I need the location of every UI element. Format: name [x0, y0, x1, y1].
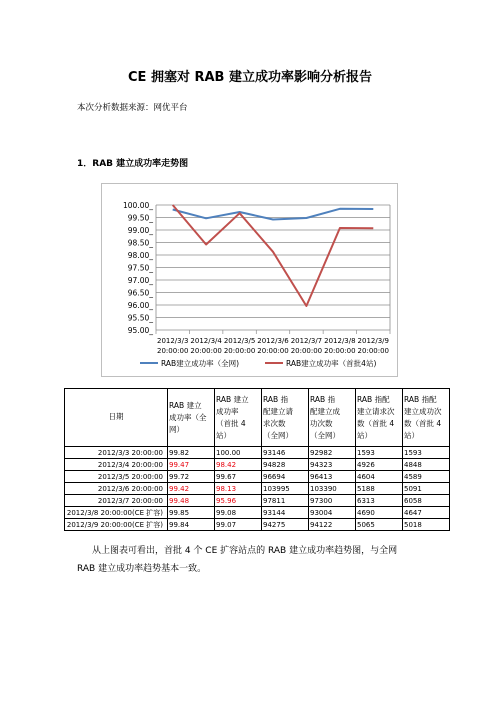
table-cell-sub-rate: 99.67: [215, 471, 262, 483]
column-header: [215, 389, 262, 447]
table-cell-sub-rate: 100.00: [215, 447, 262, 459]
table-row: [65, 495, 450, 507]
table-cell-sub-succ: 4848: [403, 459, 450, 471]
table-cell-all-req: 96694: [262, 471, 309, 483]
table-row: [65, 519, 450, 531]
column-header-line: RAB 指: [263, 394, 289, 404]
table-cell-sub-req: 6313: [356, 495, 403, 507]
conclusion-line-2: RAB 建立成功率趋势基本一致。: [77, 564, 207, 574]
column-header-line: 日期: [108, 411, 124, 421]
table-cell-sub-req: 4690: [356, 507, 403, 519]
y-tick-label: 98.50_: [127, 238, 153, 248]
table-cell-sub-succ: 5018: [403, 519, 450, 531]
column-header-line: （首批 4: [216, 418, 246, 428]
table-cell-all-req: 93146: [262, 447, 309, 459]
table-cell-sub-req: 1593: [356, 447, 403, 459]
column-header-line: RAB 指配: [357, 394, 390, 404]
column-header-line: RAB 指配: [404, 394, 437, 404]
table-cell-all-rate: 99.82: [168, 447, 215, 459]
table-cell-sub-rate: 99.08: [215, 507, 262, 519]
page-title: CE 拥塞对 RAB 建立成功率影响分析报告: [128, 70, 372, 85]
column-header-line: 建立请求次: [357, 406, 395, 416]
table-cell-date: 2012/3/3 20:00:00: [65, 447, 168, 459]
table-cell-all-succ: 94122: [309, 519, 356, 531]
table-cell-date: 2012/3/8 20:00:00(CE 扩容): [65, 507, 168, 519]
trend-chart: [101, 183, 398, 377]
column-header-line: 站）: [404, 430, 419, 440]
column-header-line: RAB 建立: [169, 400, 202, 410]
x-tick-label: 20:00:00: [290, 347, 323, 355]
column-header-line: 数（首批 4: [404, 418, 442, 428]
data-source-text: 本次分析数据来源：网优平台: [77, 103, 188, 113]
table-cell-all-succ: 96413: [309, 471, 356, 483]
table-row: [65, 483, 450, 495]
table-cell-all-succ: 92982: [309, 447, 356, 459]
y-tick-label: 99.50_: [127, 213, 153, 223]
table-cell-sub-rate: 99.07: [215, 519, 262, 531]
chart-canvas: [102, 184, 397, 376]
table-cell-all-succ: 94323: [309, 459, 356, 471]
table-cell-all-succ: 103390: [309, 483, 356, 495]
table-cell-sub-succ: 5091: [403, 483, 450, 495]
column-header-line: 配建立成: [310, 406, 340, 416]
y-tick-label: 97.50_: [127, 263, 153, 273]
column-header: [65, 389, 168, 447]
table-cell-all-succ: 93004: [309, 507, 356, 519]
x-tick-label: 2012/3/9: [357, 337, 390, 345]
table-header-row: [65, 389, 450, 447]
table-cell-all-req: 103995: [262, 483, 309, 495]
table-cell-sub-rate: 98.13: [215, 483, 262, 495]
x-tick-label: 2012/3/8: [324, 337, 356, 345]
table-cell-date: 2012/3/5 20:00:00: [65, 471, 168, 483]
table-cell-sub-req: 5065: [356, 519, 403, 531]
table-cell-date: 2012/3/7 20:00:00: [65, 495, 168, 507]
table-cell-all-succ: 97300: [309, 495, 356, 507]
x-tick-label: 2012/3/4: [190, 337, 222, 345]
y-tick-label: 96.50_: [127, 288, 153, 298]
x-tick-label: 20:00:00: [257, 347, 289, 355]
x-tick-label: 20:00:00: [190, 347, 222, 355]
column-header-line: （全网）: [310, 430, 340, 440]
table-cell-sub-req: 5188: [356, 483, 403, 495]
table-row: [65, 471, 450, 483]
column-header-line: （全网）: [263, 430, 293, 440]
table-row: [65, 507, 450, 519]
y-tick-label: 97.00_: [127, 276, 153, 285]
column-header: [309, 389, 356, 447]
table-cell-all-rate: 99.42: [168, 483, 215, 495]
column-header: [403, 389, 450, 447]
x-tick-label: 2012/3/3: [156, 337, 189, 345]
table-row: [65, 459, 450, 471]
table-cell-sub-rate: 98.42: [215, 459, 262, 471]
x-tick-label: 20:00:00: [156, 347, 189, 355]
y-tick-label: 95.50_: [127, 313, 153, 323]
table-cell-all-req: 93144: [262, 507, 309, 519]
table-cell-date: 2012/3/4 20:00:00: [65, 459, 168, 471]
table-cell-all-rate: 99.84: [168, 519, 215, 531]
column-header-line: 建立成功次: [404, 406, 442, 416]
table-row: [65, 447, 450, 459]
column-header-line: 求次数: [263, 418, 286, 428]
table-cell-date: 2012/3/6 20:00:00: [65, 483, 168, 495]
table-cell-sub-succ: 6058: [403, 495, 450, 507]
table-cell-all-req: 97811: [262, 495, 309, 507]
x-tick-label: 20:00:00: [223, 347, 256, 355]
conclusion-line-1: 从上图表可看出，首批 4 个 CE 扩容站点的 RAB 建立成功率趋势图，与全网: [92, 546, 398, 556]
column-header: [356, 389, 403, 447]
table-cell-sub-req: 4604: [356, 471, 403, 483]
x-tick-label: 20:00:00: [324, 347, 356, 355]
y-tick-label: 95.00_: [127, 326, 153, 335]
series-line-1: [173, 209, 374, 220]
column-header: [168, 389, 215, 447]
x-tick-label: 20:00:00: [357, 347, 390, 355]
x-tick-label: 2012/3/6: [257, 337, 289, 345]
column-header-line: 网）: [169, 424, 184, 434]
y-tick-label: 99.00_: [127, 226, 153, 235]
column-header-line: 数（首批 4: [357, 418, 395, 428]
y-tick-label: 100.00_: [123, 201, 153, 210]
table-cell-date: 2012/3/9 20:00:00(CE 扩容): [65, 519, 168, 531]
table-cell-sub-rate: 95.96: [215, 495, 262, 507]
table-cell-all-rate: 99.85: [168, 507, 215, 519]
table-cell-all-rate: 99.48: [168, 495, 215, 507]
legend-label: RAB建立成功率（全网): [161, 359, 240, 368]
column-header-line: RAB 建立: [216, 394, 249, 404]
y-tick-label: 96.00_: [127, 301, 153, 310]
column-header: [262, 389, 309, 447]
section-heading: 1．RAB 建立成功率走势图: [77, 159, 189, 169]
column-header-line: 配建立请: [263, 406, 293, 416]
table-cell-sub-succ: 4647: [403, 507, 450, 519]
column-header-line: 功次数: [310, 418, 333, 428]
table-cell-sub-req: 4926: [356, 459, 403, 471]
x-tick-label: 2012/3/7: [290, 337, 323, 345]
table-cell-all-req: 94828: [262, 459, 309, 471]
column-header-line: 成功率: [216, 406, 239, 416]
column-header-line: RAB 指: [310, 394, 336, 404]
table-cell-all-rate: 99.47: [168, 459, 215, 471]
y-tick-label: 98.00_: [127, 251, 153, 260]
table-cell-sub-succ: 4589: [403, 471, 450, 483]
x-tick-label: 2012/3/5: [223, 337, 256, 345]
column-header-line: 站）: [357, 430, 372, 440]
column-header-line: 站）: [216, 430, 231, 440]
table-cell-sub-succ: 1593: [403, 447, 450, 459]
table-cell-all-rate: 99.72: [168, 471, 215, 483]
table-cell-all-req: 94275: [262, 519, 309, 531]
legend-label: RAB建立成功率（首批4站): [286, 359, 377, 368]
data-table: [64, 388, 450, 531]
column-header-line: 成功率（全: [169, 412, 207, 422]
